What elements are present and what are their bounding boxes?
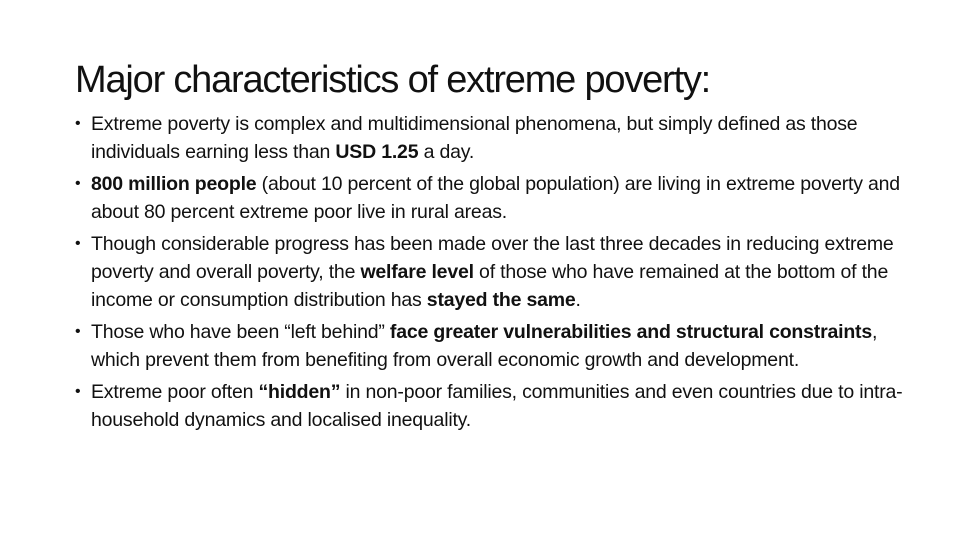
bullet-text: Extreme poor often [91,381,259,403]
bullet-list [75,110,905,438]
bullet-item [75,170,905,226]
bullet-item [75,230,905,314]
bullet-marker: • [75,383,81,400]
bullet-item [75,318,905,374]
bullet-text: Though considerable progress has been made over the last three decades in reducing extreme poverty and overall poverty, the [91,233,894,283]
bullet-text: a day. [418,141,475,163]
bullet-text: in non-poor families, communities and even countries due to intra-household dynamics and localised inequality. [91,381,903,431]
bullet-emphasis: welfare level [360,261,474,283]
bullet-text: . [575,289,581,311]
bullet-emphasis: face greater vulnerabilities and structural constraints [389,321,872,343]
slide-title: Major characteristics of extreme poverty: [75,59,711,101]
bullet-text: Extreme poverty is complex and multidimensional phenomena, but simply defined as those individuals earning less than [91,113,858,163]
bullet-marker: • [75,323,81,340]
bullet-item [75,378,905,434]
bullet-emphasis: stayed the same [426,289,576,311]
bullet-emphasis: USD 1.25 [335,141,419,163]
bullet-text: (about 10 percent of the global population) are living in extreme poverty and about 80 percent extreme poor live in rural areas. [91,173,900,223]
bullet-item [75,110,905,166]
bullet-text: of those who have remained at the bottom of the income or consumption distribution has [91,261,889,311]
bullet-marker: • [75,115,81,132]
bullet-marker: • [75,235,81,252]
bullet-marker: • [75,175,81,192]
bullet-text: , which prevent them from benefiting from overall economic growth and development. [91,321,878,371]
bullet-text: Those who have been “left behind” [91,321,390,343]
bullet-emphasis: 800 million people [91,173,257,195]
bullet-emphasis: “hidden” [258,381,341,403]
